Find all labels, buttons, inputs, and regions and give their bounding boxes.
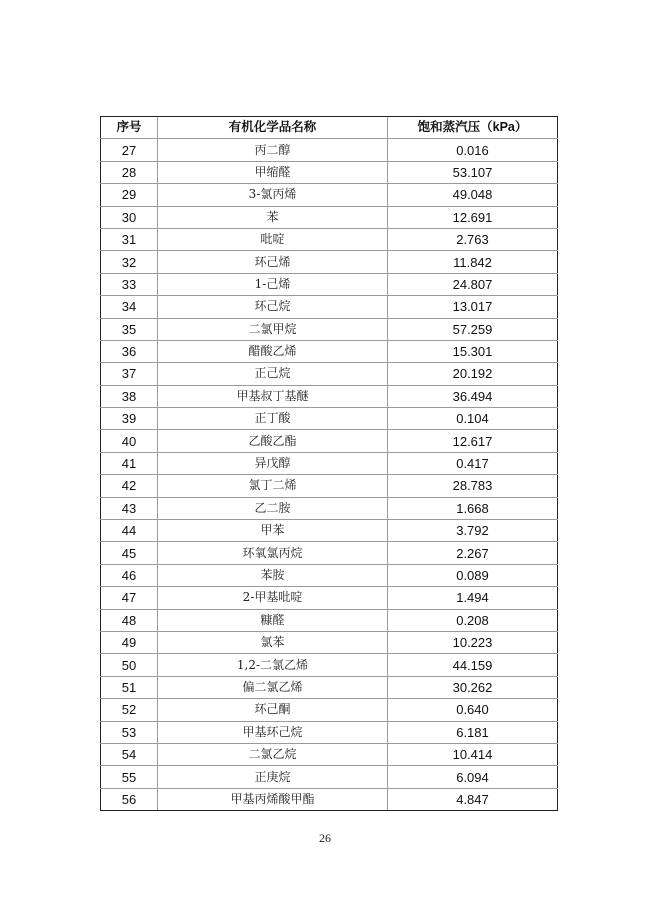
vapor-pressure-value: 4.847 (388, 788, 558, 810)
chemical-name: 3-氯丙烯 (158, 184, 388, 206)
header-chemical-name: 有机化学品名称 (158, 117, 388, 139)
chemical-name: 环己酮 (158, 699, 388, 721)
row-index: 28 (101, 161, 158, 183)
vapor-pressure-table (100, 116, 558, 811)
table-row (101, 587, 558, 609)
vapor-pressure-value: 0.089 (388, 564, 558, 586)
row-index: 41 (101, 452, 158, 474)
table-row (101, 609, 558, 631)
chemical-name: 糠醛 (158, 609, 388, 631)
chemical-name: 环己烷 (158, 296, 388, 318)
table-row (101, 631, 558, 653)
table-row (101, 430, 558, 452)
table-row (101, 766, 558, 788)
row-index: 42 (101, 475, 158, 497)
table-row (101, 654, 558, 676)
row-index: 37 (101, 363, 158, 385)
table-row (101, 273, 558, 295)
vapor-pressure-value: 12.617 (388, 430, 558, 452)
row-index: 43 (101, 497, 158, 519)
chemical-name: 1,2-二氯乙烯 (158, 654, 388, 676)
table-row (101, 184, 558, 206)
row-index: 53 (101, 721, 158, 743)
table-row (101, 206, 558, 228)
table-row (101, 340, 558, 362)
chemical-name: 二氯乙烷 (158, 743, 388, 765)
chemical-name: 乙酸乙酯 (158, 430, 388, 452)
row-index: 49 (101, 631, 158, 653)
row-index: 46 (101, 564, 158, 586)
chemical-name: 吡啶 (158, 228, 388, 250)
chemical-name: 甲基丙烯酸甲酯 (158, 788, 388, 810)
chemical-name: 偏二氯乙烯 (158, 676, 388, 698)
chemical-name: 氯苯 (158, 631, 388, 653)
vapor-pressure-value: 30.262 (388, 676, 558, 698)
vapor-pressure-value: 49.048 (388, 184, 558, 206)
row-index: 38 (101, 385, 158, 407)
table-row (101, 363, 558, 385)
header-index: 序号 (101, 117, 158, 139)
row-index: 50 (101, 654, 158, 676)
vapor-pressure-value: 2.267 (388, 542, 558, 564)
table-row (101, 385, 558, 407)
chemical-name: 正己烷 (158, 363, 388, 385)
row-index: 52 (101, 699, 158, 721)
vapor-pressure-value: 20.192 (388, 363, 558, 385)
chemical-name: 苯 (158, 206, 388, 228)
vapor-pressure-value: 1.668 (388, 497, 558, 519)
table-row (101, 408, 558, 430)
vapor-pressure-value: 44.159 (388, 654, 558, 676)
vapor-pressure-value: 12.691 (388, 206, 558, 228)
table-body (101, 139, 558, 811)
chemical-name: 醋酸乙烯 (158, 340, 388, 362)
row-index: 31 (101, 228, 158, 250)
table-row (101, 542, 558, 564)
vapor-pressure-value: 2.763 (388, 228, 558, 250)
row-index: 35 (101, 318, 158, 340)
table-row (101, 788, 558, 810)
row-index: 54 (101, 743, 158, 765)
table-row (101, 296, 558, 318)
vapor-pressure-value: 28.783 (388, 475, 558, 497)
table-row (101, 520, 558, 542)
vapor-pressure-value: 13.017 (388, 296, 558, 318)
table-header-row (101, 117, 558, 139)
chemical-name: 氯丁二烯 (158, 475, 388, 497)
vapor-pressure-value: 53.107 (388, 161, 558, 183)
row-index: 47 (101, 587, 158, 609)
table-row (101, 475, 558, 497)
page-number: 26 (319, 831, 331, 845)
vapor-pressure-value: 10.223 (388, 631, 558, 653)
row-index: 27 (101, 139, 158, 161)
table-row (101, 251, 558, 273)
chemical-name: 环己烯 (158, 251, 388, 273)
chemical-name: 正庚烷 (158, 766, 388, 788)
row-index: 32 (101, 251, 158, 273)
chemical-name: 甲基叔丁基醚 (158, 385, 388, 407)
vapor-pressure-value: 3.792 (388, 520, 558, 542)
chemical-name: 异戊醇 (158, 452, 388, 474)
table-row (101, 318, 558, 340)
vapor-pressure-value: 24.807 (388, 273, 558, 295)
chemical-name: 甲缩醛 (158, 161, 388, 183)
table-row (101, 699, 558, 721)
row-index: 36 (101, 340, 158, 362)
vapor-pressure-value: 6.181 (388, 721, 558, 743)
row-index: 29 (101, 184, 158, 206)
row-index: 39 (101, 408, 158, 430)
row-index: 44 (101, 520, 158, 542)
row-index: 48 (101, 609, 158, 631)
vapor-pressure-value: 57.259 (388, 318, 558, 340)
table-row (101, 228, 558, 250)
vapor-pressure-value: 10.414 (388, 743, 558, 765)
chemical-name: 正丁酸 (158, 408, 388, 430)
vapor-pressure-value: 0.104 (388, 408, 558, 430)
table-row (101, 564, 558, 586)
vapor-pressure-value: 0.640 (388, 699, 558, 721)
chemical-name: 丙二醇 (158, 139, 388, 161)
row-index: 40 (101, 430, 158, 452)
vapor-pressure-value: 36.494 (388, 385, 558, 407)
chemical-name: 2-甲基吡啶 (158, 587, 388, 609)
vapor-pressure-value: 1.494 (388, 587, 558, 609)
table-row (101, 743, 558, 765)
vapor-pressure-value: 0.417 (388, 452, 558, 474)
row-index: 45 (101, 542, 158, 564)
row-index: 56 (101, 788, 158, 810)
chemical-name: 苯胺 (158, 564, 388, 586)
header-vapor-pressure: 饱和蒸汽压（kPa） (388, 117, 558, 139)
chemical-name: 二氯甲烷 (158, 318, 388, 340)
row-index: 55 (101, 766, 158, 788)
vapor-pressure-value: 0.016 (388, 139, 558, 161)
vapor-pressure-value: 6.094 (388, 766, 558, 788)
chemical-name: 1-己烯 (158, 273, 388, 295)
table-row (101, 721, 558, 743)
chemical-name: 环氧氯丙烷 (158, 542, 388, 564)
row-index: 33 (101, 273, 158, 295)
row-index: 51 (101, 676, 158, 698)
table-row (101, 161, 558, 183)
vapor-pressure-value: 15.301 (388, 340, 558, 362)
row-index: 34 (101, 296, 158, 318)
table-row (101, 139, 558, 161)
chemical-name: 甲基环己烷 (158, 721, 388, 743)
chemical-name: 甲苯 (158, 520, 388, 542)
row-index: 30 (101, 206, 158, 228)
table-row (101, 452, 558, 474)
table-row (101, 497, 558, 519)
table-row (101, 676, 558, 698)
chemical-name: 乙二胺 (158, 497, 388, 519)
vapor-pressure-value: 11.842 (388, 251, 558, 273)
vapor-pressure-value: 0.208 (388, 609, 558, 631)
